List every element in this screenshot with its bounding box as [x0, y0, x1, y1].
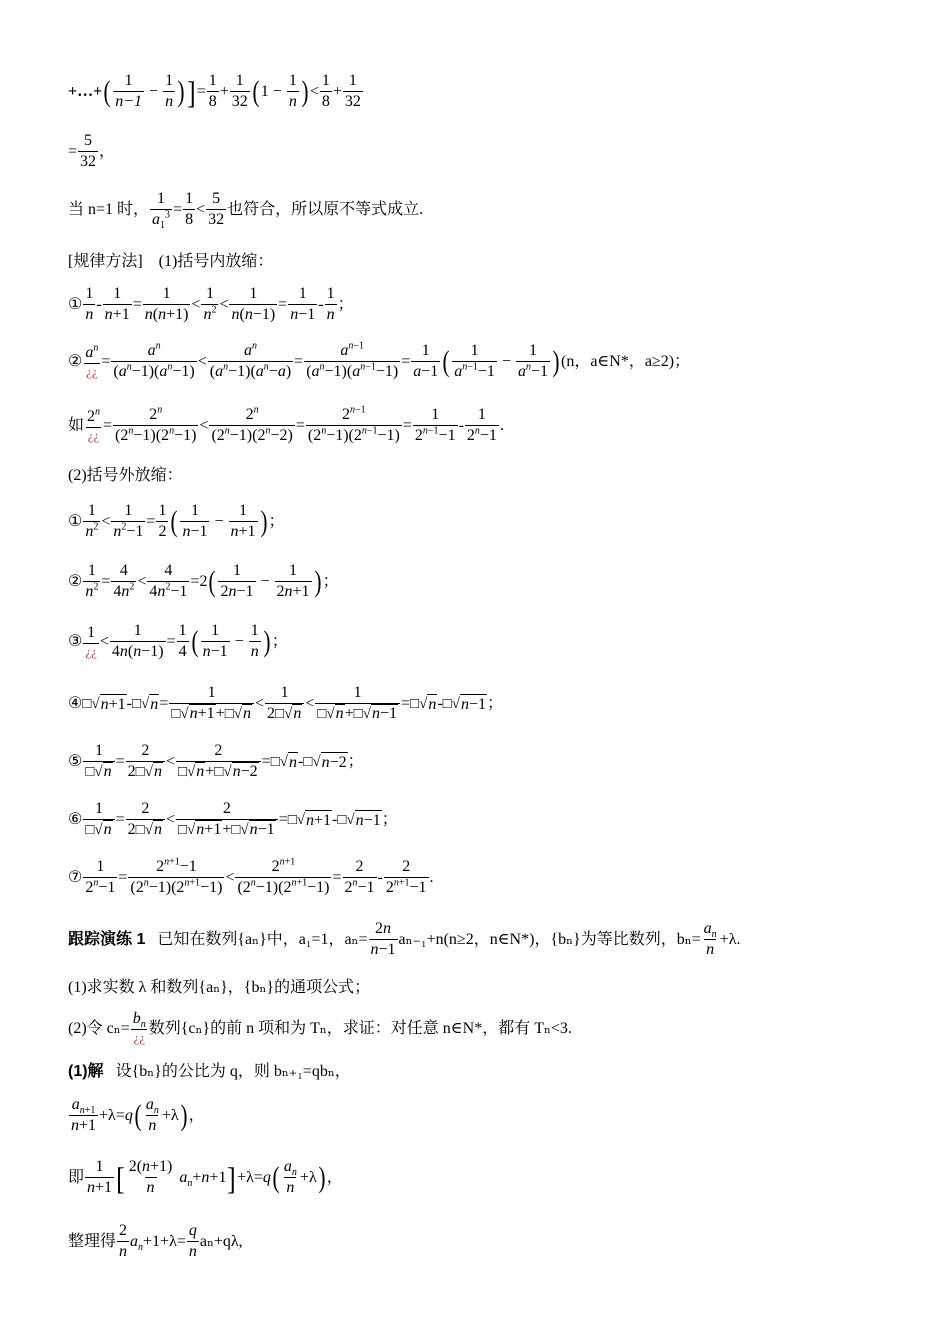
question-1: (1)求实数 λ 和数列{aₙ}，{bₙ}的通项公式； [68, 979, 371, 996]
formula-2-3: ③ $\frac{1}{¿¿}$ < $\frac{1}{4n(n-1)}$ = $\frac{1}{4}$ ( $\frac{1}{n-1}$ − $\frac{1}{n}$ ) ； [68, 622, 288, 661]
fraction: $\frac{1}{n-1}$ [115, 72, 143, 111]
formula-2-1: ① $\frac{1}{n^2}$ < $\frac{1}{n^2-1}$ = $\frac{1}{2}$ ( $\frac{1}{n-1}$ − $\frac{1}{n+1}$ ) ； [68, 502, 285, 541]
equation-line-2: = $\frac{5}{32}$ ， [68, 132, 116, 171]
solution-3: 即 $\frac{1}{n+1}$ [ $\frac{2(n+1)}{n}$ $a_n+n+1$ ] +λ=q ( $\frac{a_n}{n}$ +λ ) ， [68, 1158, 343, 1197]
ellipsis-sum: +…+ [68, 83, 103, 101]
formula-1-1: ① $\frac{1}{n}$ - $\frac{1}{n+1}$ = $\frac{1}{n(n+1)}$ < $\frac{1}{n^2}$ < $\frac{1}{n(n-1)}$ = $\frac{1}{n-1}$ - $\frac{1}{n}$ ； [68, 285, 354, 324]
solution-2: $\frac{a_{n+1}}{n+1}$ +λ=q ( $\frac{a_n}{n}$ +λ ) ， [71, 1096, 205, 1135]
method-heading: [规律方法] (1)括号内放缩： [68, 253, 274, 270]
exercise-title: 跟踪演练 1 [68, 931, 146, 949]
formula-2-7: ⑦ $\frac{1}{2^n-1}$ = $\frac{2^{n+1}-1}{(2^n-1)(2^{n+1}-1)}$ < $\frac{2^{n+1}}{(2^n-1)(2^{n+1}-1)}$ = $\frac{2}{2^n-1}$ - $\frac{2}{2^{n+1}-1}$ . [68, 856, 434, 897]
formula-2-2: ② $\frac{1}{n^2}$ = $\frac{4}{4n^2}$ < $\frac{4}{4n^2-1}$ =2 ( $\frac{1}{2n-1}$ − $\frac{1}{2n+1}$ ) ； [68, 562, 339, 601]
formula-2-6: ⑥ $\frac{1}{□√n}$ = $\frac{2}{2□√n}$ < $\frac{2}{□√n+1+□√n-1}$ = □√ n+1 - □√ n−1 ； [68, 800, 398, 839]
outside-heading: (2)括号外放缩： [68, 467, 183, 484]
equation-line-3: 当 n=1 时， $\frac{1}{a_1^3}$ = $\frac{1}{8}$ < $\frac{5}{32}$ 也符合，所以原不等式成立. [68, 190, 424, 232]
formula-1-example: 如 $\frac{2^n}{¿¿}$ = $\frac{2^n}{(2^n-1)(2^n-1)}$ < $\frac{2^n}{(2^n-1)(2^n-2)}$ = $\frac{2^{n-1}}{(2^n-1)(2^{n-1}-1)}$ = $\frac{1}{2^{n-1}-1}$ - $\frac{1}{2^n-1}$ . [68, 404, 504, 445]
equation-line-1: +…+ ( $\frac{1}{n-1}$ − $\frac{1}{n}$ ) ] = $\frac{1}{8}$ + $\frac{1}{32}$ ( 1 − $\frac{1}{n}$ ) < $\frac{1}{8}$ + $\frac{1}{32}$ [68, 72, 361, 111]
solution-4: 整理得 $\frac{2}{n}$ $a_n+1+\lambda=$ $\frac{q}{n}$ aₙ+qλ, [68, 1222, 243, 1261]
formula-2-5: ⑤ $\frac{1}{□√n}$ = $\frac{2}{2□√n}$ < $\frac{2}{□√n+□√n-2}$ = □√ n - □√ n−2 ； [68, 742, 364, 781]
fraction: $\frac{1}{n}$ [165, 72, 174, 111]
solution-label: (1)解 [68, 1063, 104, 1080]
question-2: (2)令 cₙ= $\frac{b_n}{¿¿}$ 数列{cₙ}的前 n 项和为 Tₙ，求证：对任意 n∈N*，都有 Tₙ<3. [68, 1010, 572, 1046]
solution-1: (1)解 设{bₙ}的公比为 q，则 bₙ₊₁=qbₙ， [68, 1063, 351, 1080]
formula-2-4: ④ □√ n+1 - □√ n = $\frac{1}{□√n+1+□√n}$ < $\frac{1}{2□√n}$ < $\frac{1}{□√n+□√n-1}$ = □√ n - □√ n−1 ； [68, 684, 503, 723]
formula-1-2: ② $\frac{a^n}{¿¿}$ = $\frac{a^n}{(a^n-1)(a^n-1)}$ < $\frac{a^n}{(a^n-1)(a^n-a)}$ = $\frac{a^{n-1}}{(a^n-1)(a^{n-1}-1)}$ = $\frac{1}{a-1}$ ( $\frac{1}{a^{n-1}-1}$ − $\frac{1}{a^n-1}$ ) (n，a∈N*，a≥2)； [68, 340, 691, 381]
exercise-stem: 跟踪演练 1 已知在数列{aₙ}中，a₁=1，aₙ= $\frac{2n}{n-1}$ aₙ₋₁+n(n≥2，n∈N*)，{bₙ}为等比数列，bₙ= $\frac{a_n}{n}$ +λ. [68, 920, 741, 959]
